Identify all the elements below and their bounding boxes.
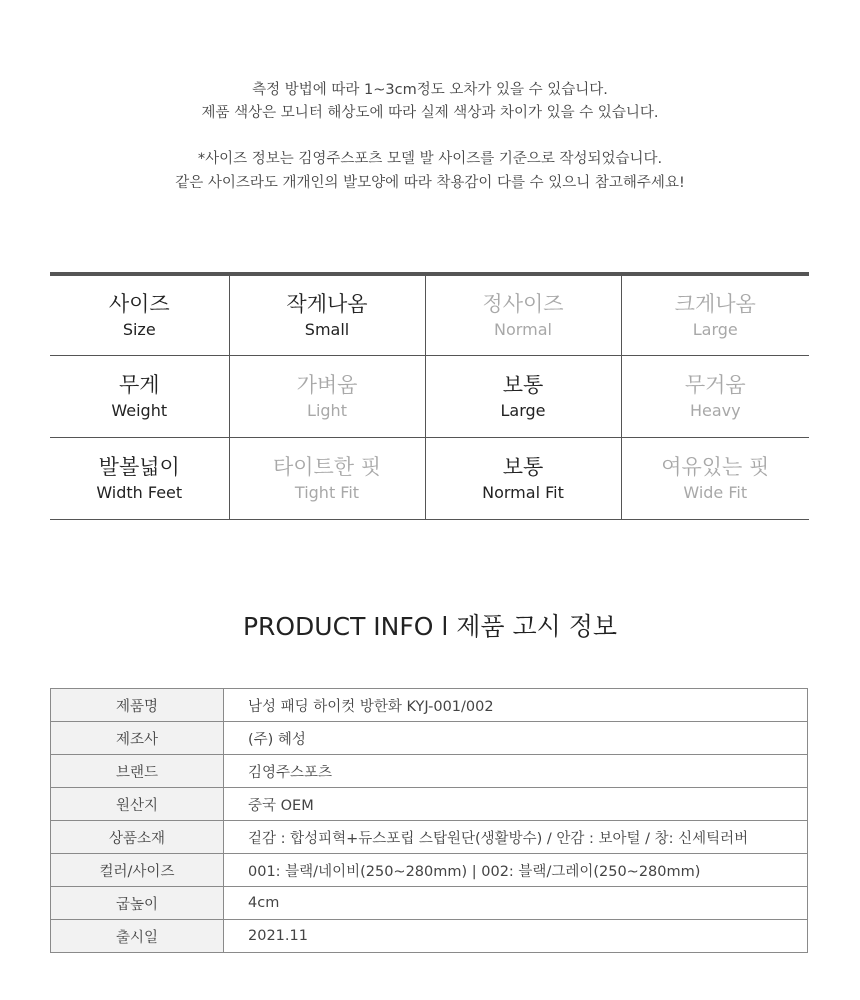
note-line: 측정 방법에 따라 1~3cm정도 오차가 있을 수 있습니다. — [252, 82, 608, 98]
option-en: Heavy — [689, 400, 741, 420]
fit-guide-table — [50, 272, 809, 520]
table-row — [51, 887, 808, 920]
option-ko: 크게나옴 — [674, 291, 756, 316]
option-en: Normal Fit — [482, 482, 564, 502]
option-ko: 가벼움 — [296, 372, 358, 397]
option-ko: 보통 — [502, 454, 544, 479]
option-ko: 타이트한 핏 — [272, 454, 382, 479]
info-key: 컬러/사이즈 — [51, 854, 224, 887]
note-line: 제품 색상은 모니터 해상도에 따라 실제 색상과 차이가 있을 수 있습니다. — [201, 105, 659, 121]
info-key: 상품소재 — [51, 821, 224, 854]
fit-row-width — [50, 438, 809, 520]
fit-row-label — [50, 274, 229, 356]
option-en: Wide Fit — [683, 482, 748, 502]
note-line: *사이즈 정보는 김영주스포츠 모델 발 사이즈를 기준으로 작성되었습니다. — [197, 151, 663, 167]
info-value: 겉감 : 합성피혁+듀스포립 스탑원단(생활방수) / 안감 : 보아털 / 창: 신세틱러버 — [224, 821, 808, 854]
fit-option — [621, 356, 809, 438]
fit-row-weight — [50, 356, 809, 438]
table-row — [51, 722, 808, 755]
fit-option — [229, 356, 425, 438]
info-value: 남성 패딩 하이컷 방한화 KYJ-001/002 — [224, 689, 808, 722]
table-row — [51, 755, 808, 788]
option-en: Small — [304, 319, 350, 339]
label-ko: 사이즈 — [108, 291, 170, 316]
info-key: 원산지 — [51, 788, 224, 821]
option-en: Light — [307, 400, 347, 420]
fit-option — [425, 274, 621, 356]
label-ko: 무게 — [118, 372, 160, 397]
option-ko: 정사이즈 — [482, 291, 564, 316]
fit-option-selected — [425, 356, 621, 438]
label-en: Width Feet — [96, 482, 183, 502]
label-en: Weight — [111, 400, 168, 420]
option-en: Large — [500, 400, 546, 420]
option-ko: 무거움 — [684, 372, 746, 397]
option-en: Normal — [494, 319, 552, 339]
fit-option — [621, 274, 809, 356]
option-en: Large — [692, 319, 738, 339]
label-ko: 발볼넓이 — [98, 454, 180, 479]
info-key: 출시일 — [51, 920, 224, 953]
fit-option — [621, 438, 809, 520]
option-ko: 작게나옴 — [286, 291, 368, 316]
label-en: Size — [122, 319, 156, 339]
info-value: 김영주스포츠 — [224, 755, 808, 788]
table-row — [51, 920, 808, 953]
info-value: 중국 OEM — [224, 788, 808, 821]
fit-row-label — [50, 438, 229, 520]
fit-option-selected — [425, 438, 621, 520]
info-value: 2021.11 — [224, 920, 808, 953]
note-line: 같은 사이즈라도 개개인의 발모양에 따라 착용감이 다를 수 있으니 참고해주세요! — [175, 175, 685, 191]
fit-option — [229, 438, 425, 520]
info-value: 4cm — [224, 887, 808, 920]
fit-option-selected — [229, 274, 425, 356]
info-key: 제품명 — [51, 689, 224, 722]
info-key: 브랜드 — [51, 755, 224, 788]
product-info-table — [50, 688, 808, 953]
info-value: 001: 블랙/네이비(250~280mm) | 002: 블랙/그레이(250~280mm) — [224, 854, 808, 887]
option-en: Tight Fit — [294, 482, 360, 502]
option-ko: 보통 — [502, 372, 544, 397]
table-row — [51, 854, 808, 887]
table-row — [51, 788, 808, 821]
info-key: 제조사 — [51, 722, 224, 755]
table-row — [51, 689, 808, 722]
product-info-title: PRODUCT INFO l 제품 고시 정보 — [242, 612, 618, 641]
info-key: 굽높이 — [51, 887, 224, 920]
table-row — [51, 821, 808, 854]
fit-row-size — [50, 274, 809, 356]
option-ko: 여유있는 핏 — [661, 454, 770, 479]
fit-row-label — [50, 356, 229, 438]
info-value: (주) 혜성 — [224, 722, 808, 755]
